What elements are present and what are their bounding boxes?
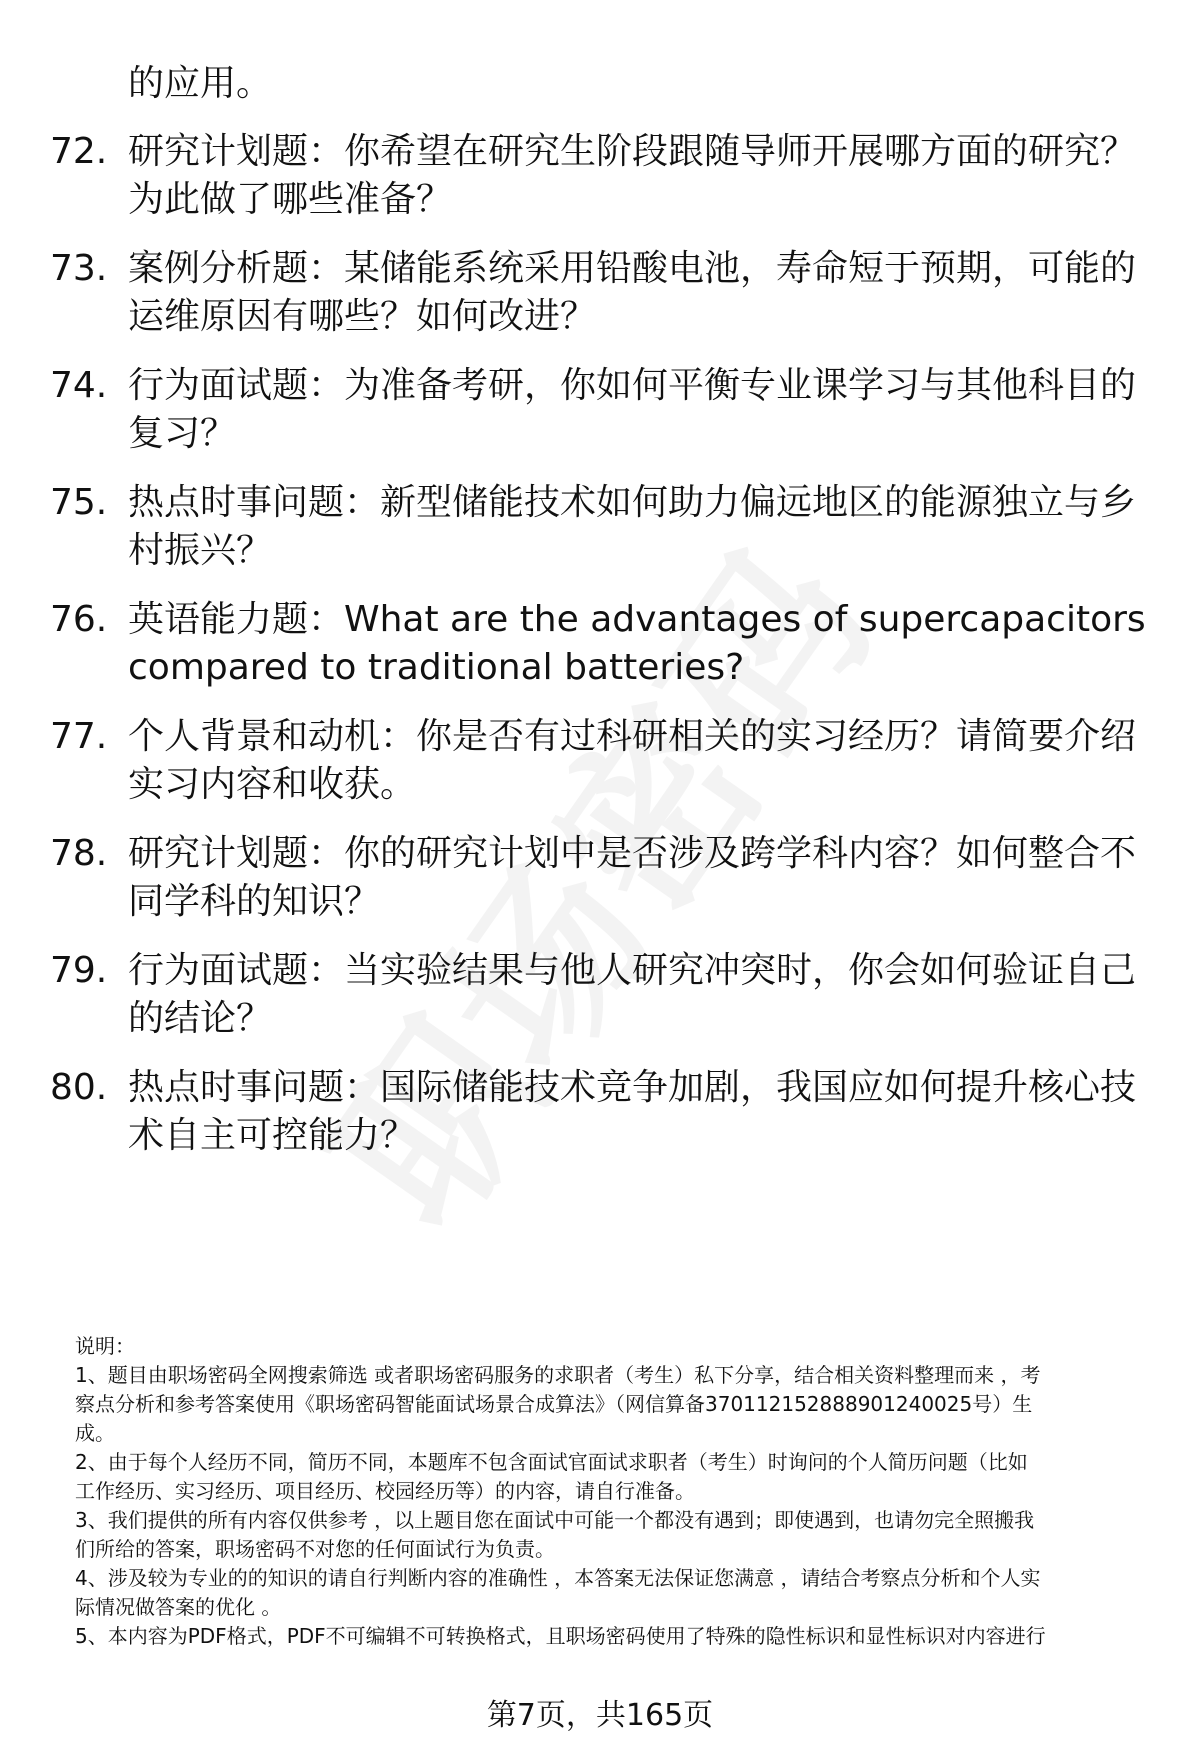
question-text: [128, 245, 1138, 341]
question-text: [128, 830, 1138, 926]
question-text: [128, 1064, 1138, 1160]
question-line: 复习？: [128, 413, 237, 454]
question-text: [128, 596, 1146, 692]
question-number: 78.: [50, 833, 108, 874]
page-number-footer: 第7页，共165页: [486, 1698, 714, 1733]
question-number: 80.: [50, 1067, 108, 1108]
question-line: 村振兴？: [128, 530, 273, 571]
question-number: 77.: [50, 716, 108, 757]
question-line: 热点时事问题：新型储能技术如何助力偏远地区的能源独立与乡: [128, 482, 1137, 523]
question-text: [128, 713, 1138, 809]
question-number: 72.: [50, 131, 108, 172]
notes-heading: 说明：: [75, 1334, 135, 1358]
question-number: 79.: [50, 950, 108, 991]
question-line: 研究计划题：你希望在研究生阶段跟随导师开展哪方面的研究？: [128, 131, 1137, 172]
question-line: 同学科的知识？: [128, 881, 381, 922]
question-line: 个人背景和动机：你是否有过科研相关的实习经历？请简要介绍: [128, 716, 1137, 757]
note-line: 3、我们提供的所有内容仅供参考 ，以上题目您在面试中可能一个都没有遇到；即使遇到，也请勿完全照搬我: [75, 1508, 1035, 1532]
question-text: [128, 128, 1138, 224]
note-line: 成。: [75, 1421, 115, 1445]
question-number: 73.: [50, 248, 108, 289]
question-line: 运维原因有哪些？如何改进？: [128, 296, 597, 337]
question-text: [128, 479, 1138, 575]
question-line: 实习内容和收获。: [128, 764, 417, 805]
continued-text: 的应用。: [128, 63, 273, 104]
question-line: 英语能力题：What are the advantages of supercapacitors: [128, 599, 1146, 640]
note-line: 1、题目由职场密码全网搜索筛选 或者职场密码服务的求职者（考生）私下分享，结合相关资料整理而来 ，考: [75, 1363, 1041, 1387]
question-number: 76.: [50, 599, 108, 640]
question-number: 75.: [50, 482, 108, 523]
question-line: 术自主可控能力？: [128, 1115, 417, 1156]
note-line: 5、本内容为PDF格式，PDF不可编辑不可转换格式，且职场密码使用了特殊的隐性标识和显性标识对内容进行: [75, 1624, 1046, 1648]
note-line: 工作经历、实习经历、项目经历、校园经历等）的内容，请自行准备。: [75, 1479, 695, 1503]
question-line: 案例分析题：某储能系统采用铅酸电池，寿命短于预期，可能的: [128, 248, 1137, 289]
note-line: 2、由于每个人经历不同，简历不同，本题库不包含面试官面试求职者（考生）时询问的个人简历问题（比如: [75, 1450, 1028, 1474]
note-line: 们所给的答案，职场密码不对您的任何面试行为负责。: [75, 1537, 555, 1561]
notes-section: [75, 1332, 1160, 1651]
question-number: 74.: [50, 365, 108, 406]
question-line: 为此做了哪些准备？: [128, 179, 453, 220]
question-line: 的结论？: [128, 998, 273, 1039]
question-line: compared to traditional batteries?: [128, 647, 745, 688]
question-line: 行为面试题：为准备考研，你如何平衡专业课学习与其他科目的: [128, 365, 1137, 406]
note-line: 察点分析和参考答案使用《职场密码智能面试场景合成算法》（网信算备370112152888901240025号）生: [75, 1392, 1033, 1416]
question-text: [128, 362, 1138, 458]
question-line: 研究计划题：你的研究计划中是否涉及跨学科内容？如何整合不: [128, 833, 1137, 874]
question-line: 热点时事问题：国际储能技术竞争加剧，我国应如何提升核心技: [128, 1067, 1137, 1108]
note-line: 际情况做答案的优化 。: [75, 1595, 282, 1619]
question-text: [128, 947, 1138, 1043]
question-line: 行为面试题：当实验结果与他人研究冲突时，你会如何验证自己: [128, 950, 1137, 991]
note-line: 4、涉及较为专业的的知识的请自行判断内容的准确性 ，本答案无法保证您满意 ，请结合考察点分析和个人实: [75, 1566, 1041, 1590]
